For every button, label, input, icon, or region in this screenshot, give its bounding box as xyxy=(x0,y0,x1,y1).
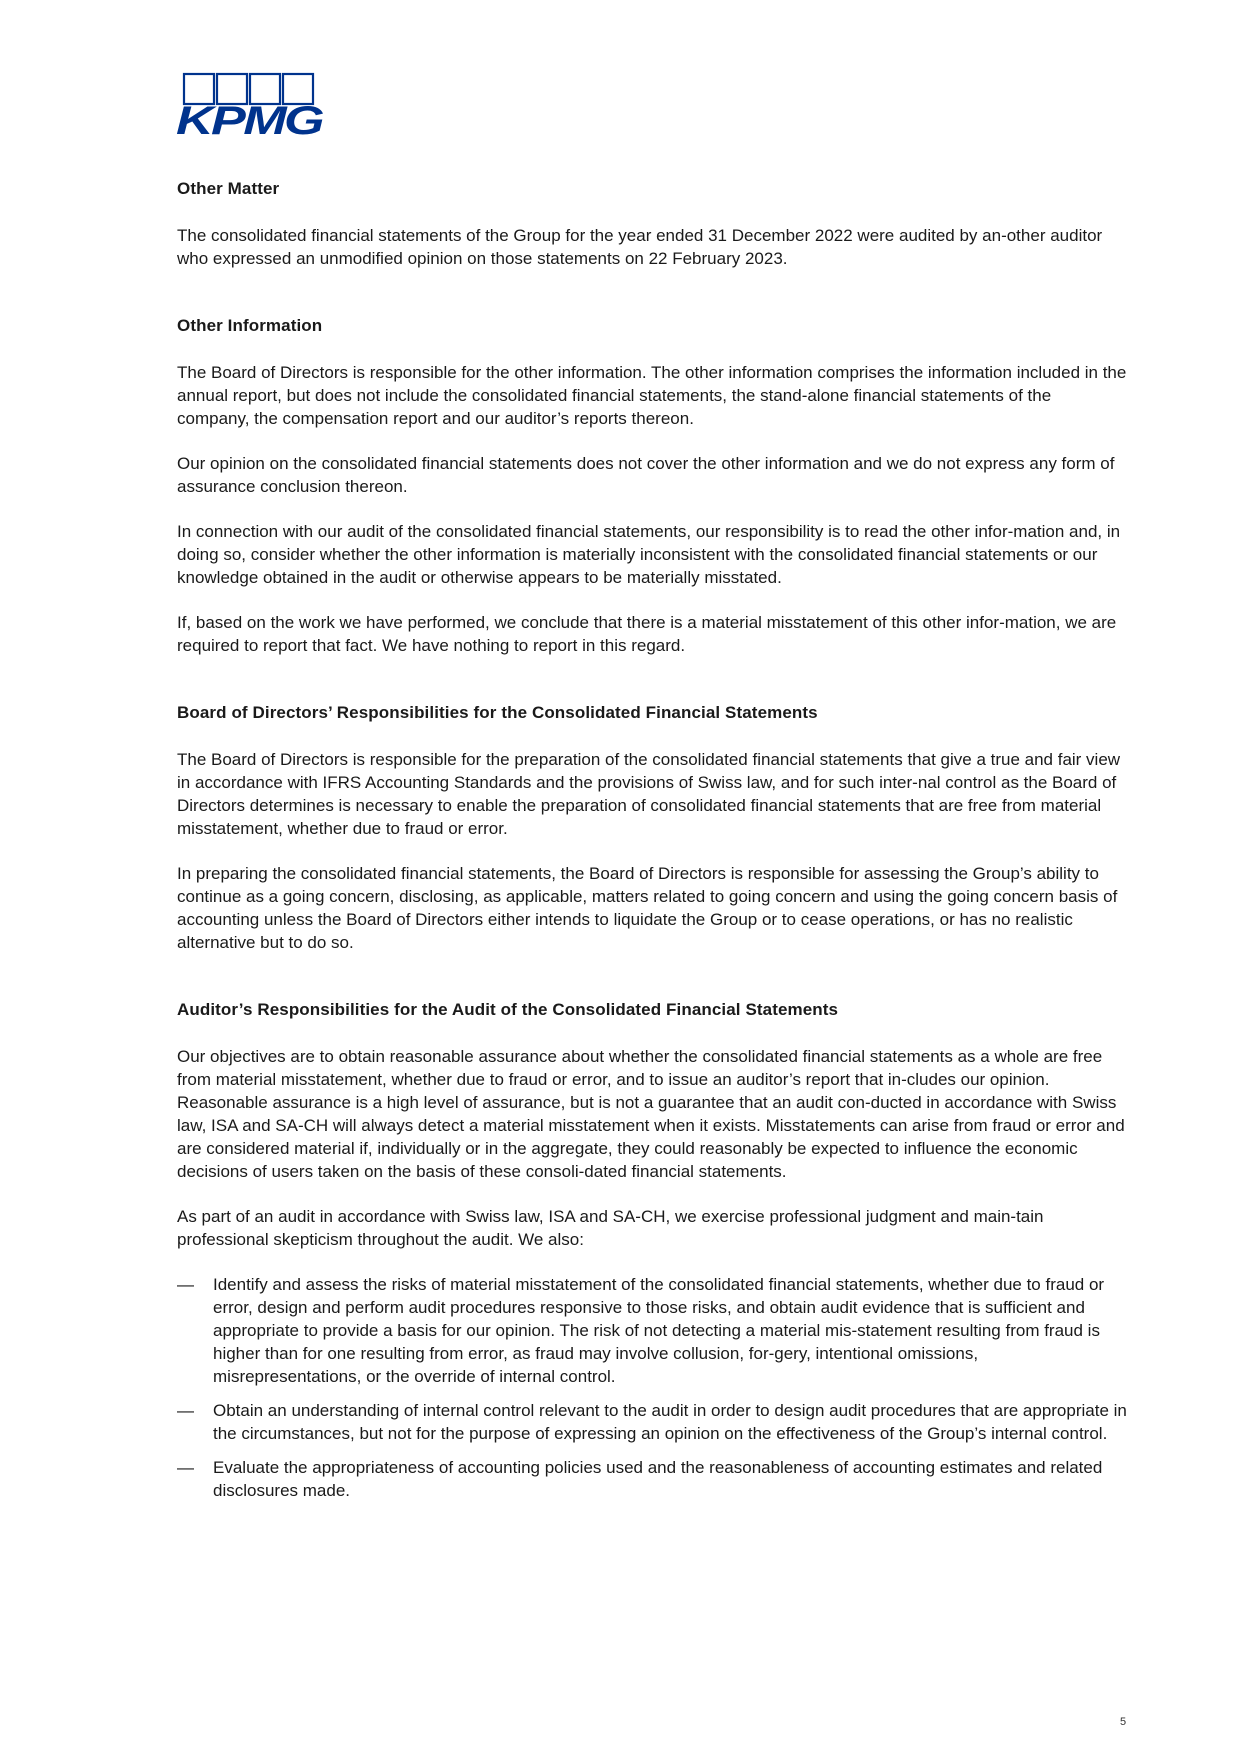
list-item xyxy=(177,1399,1127,1445)
paragraph: Our objectives are to obtain reasonable assurance about whether the consolidated financial statements as a whole are free from material misstatement, whether due to fraud or error, and to issue an auditor’s report that in-cludes our opinion. Reasonable assurance is a high level of assurance, but is not a guarantee that an audit con-ducted in accordance with Swiss law, ISA and SA-CH will always detect a material misstatement when it exists. Misstatements can arise from fraud or error and are considered material if, individually or in the aggregate, they could reasonably be expected to influence the economic decisions of users taken on the basis of these consoli-dated financial statements. xyxy=(177,1047,1125,1181)
list-item-text: Obtain an understanding of internal control relevant to the audit in order to design audit procedures that are appropriate in the circumstances, but not for the purpose of expressing an opinion on the effectiveness of the Group’s internal control. xyxy=(213,1401,1127,1443)
dash-bullet-icon: — xyxy=(177,1401,194,1420)
section-auditor-responsibilities xyxy=(177,999,1127,1502)
section-board-responsibilities xyxy=(177,702,1127,954)
section-other-information xyxy=(177,315,1127,657)
kpmg-logo xyxy=(176,72,326,136)
svg-text:KPMG: KPMG xyxy=(176,99,324,136)
list-item-text: Identify and assess the risks of material misstatement of the consolidated financial statements, whether due to fraud or error, design and perform audit procedures responsive to those risks, and obtain audit evidence that is sufficient and appropriate to provide a basis for our opinion. The risk of not detecting a material mis-statement resulting from fraud is higher than for one resulting from error, as fraud may involve collusion, for-gery, intentional omissions, misrepresentations, or the override of internal control. xyxy=(213,1275,1105,1386)
section-other-matter xyxy=(177,178,1127,270)
list-item xyxy=(177,1456,1127,1502)
dash-bullet-icon: — xyxy=(177,1458,194,1477)
list-item xyxy=(177,1273,1127,1388)
paragraph: If, based on the work we have performed, we conclude that there is a material misstatement of this other infor-mation, we are required to report that fact. We have nothing to report in this regard. xyxy=(177,613,1117,655)
list-item-text: Evaluate the appropriateness of accounting policies used and the reasonableness of accounting estimates and related disclosures made. xyxy=(213,1458,1103,1500)
page-number: 5 xyxy=(1120,1716,1127,1728)
paragraph: Our opinion on the consolidated financial statements does not cover the other information and we do not express any form of assurance conclusion thereon. xyxy=(177,454,1115,496)
section-heading: Board of Directors’ Responsibilities for the Consolidated Financial Statements xyxy=(177,703,818,722)
paragraph: The Board of Directors is responsible for the other information. The other information comprises the information included in the annual report, but does not include the consolidated financial statements, the stand-alone financial statements of the company, the compensation report and our auditor’s reports thereon. xyxy=(177,363,1127,428)
paragraph: As part of an audit in accordance with Swiss law, ISA and SA-CH, we exercise professional judgment and main-tain professional skepticism throughout the audit. We also: xyxy=(177,1207,1044,1249)
kpmg-logo-mark xyxy=(176,72,326,136)
paragraph: The Board of Directors is responsible for the preparation of the consolidated financial statements that give a true and fair view in accordance with IFRS Accounting Standards and the provisions of Swiss law, and for such inter-nal control as the Board of Directors determines is necessary to enable the preparation of consolidated financial statements that are free from material misstatement, whether due to fraud or error. xyxy=(177,750,1121,838)
section-heading: Other Matter xyxy=(177,179,280,198)
section-heading: Other Information xyxy=(177,316,323,335)
section-heading: Auditor’s Responsibilities for the Audit of the Consolidated Financial Statements xyxy=(177,1000,839,1019)
paragraph: In connection with our audit of the consolidated financial statements, our responsibility is to read the other infor-mation and, in doing so, consider whether the other information is materially inconsistent with the consolidated financial statements or our knowledge obtained in the audit or otherwise appears to be materially misstated. xyxy=(177,522,1121,587)
bullet-list xyxy=(177,1273,1127,1502)
paragraph: In preparing the consolidated financial statements, the Board of Directors is responsible for assessing the Group’s ability to continue as a going concern, disclosing, as applicable, matters related to going concern and using the going concern basis of accounting unless the Board of Directors either intends to liquidate the Group or to cease operations, or has no realistic alternative but to do so. xyxy=(177,864,1118,952)
dash-bullet-icon: — xyxy=(177,1275,194,1294)
report-body xyxy=(177,178,1127,1513)
paragraph: The consolidated financial statements of the Group for the year ended 31 December 2022 were audited by an-other auditor who expressed an unmodified opinion on those statements on 22 February 2023. xyxy=(177,226,1103,268)
